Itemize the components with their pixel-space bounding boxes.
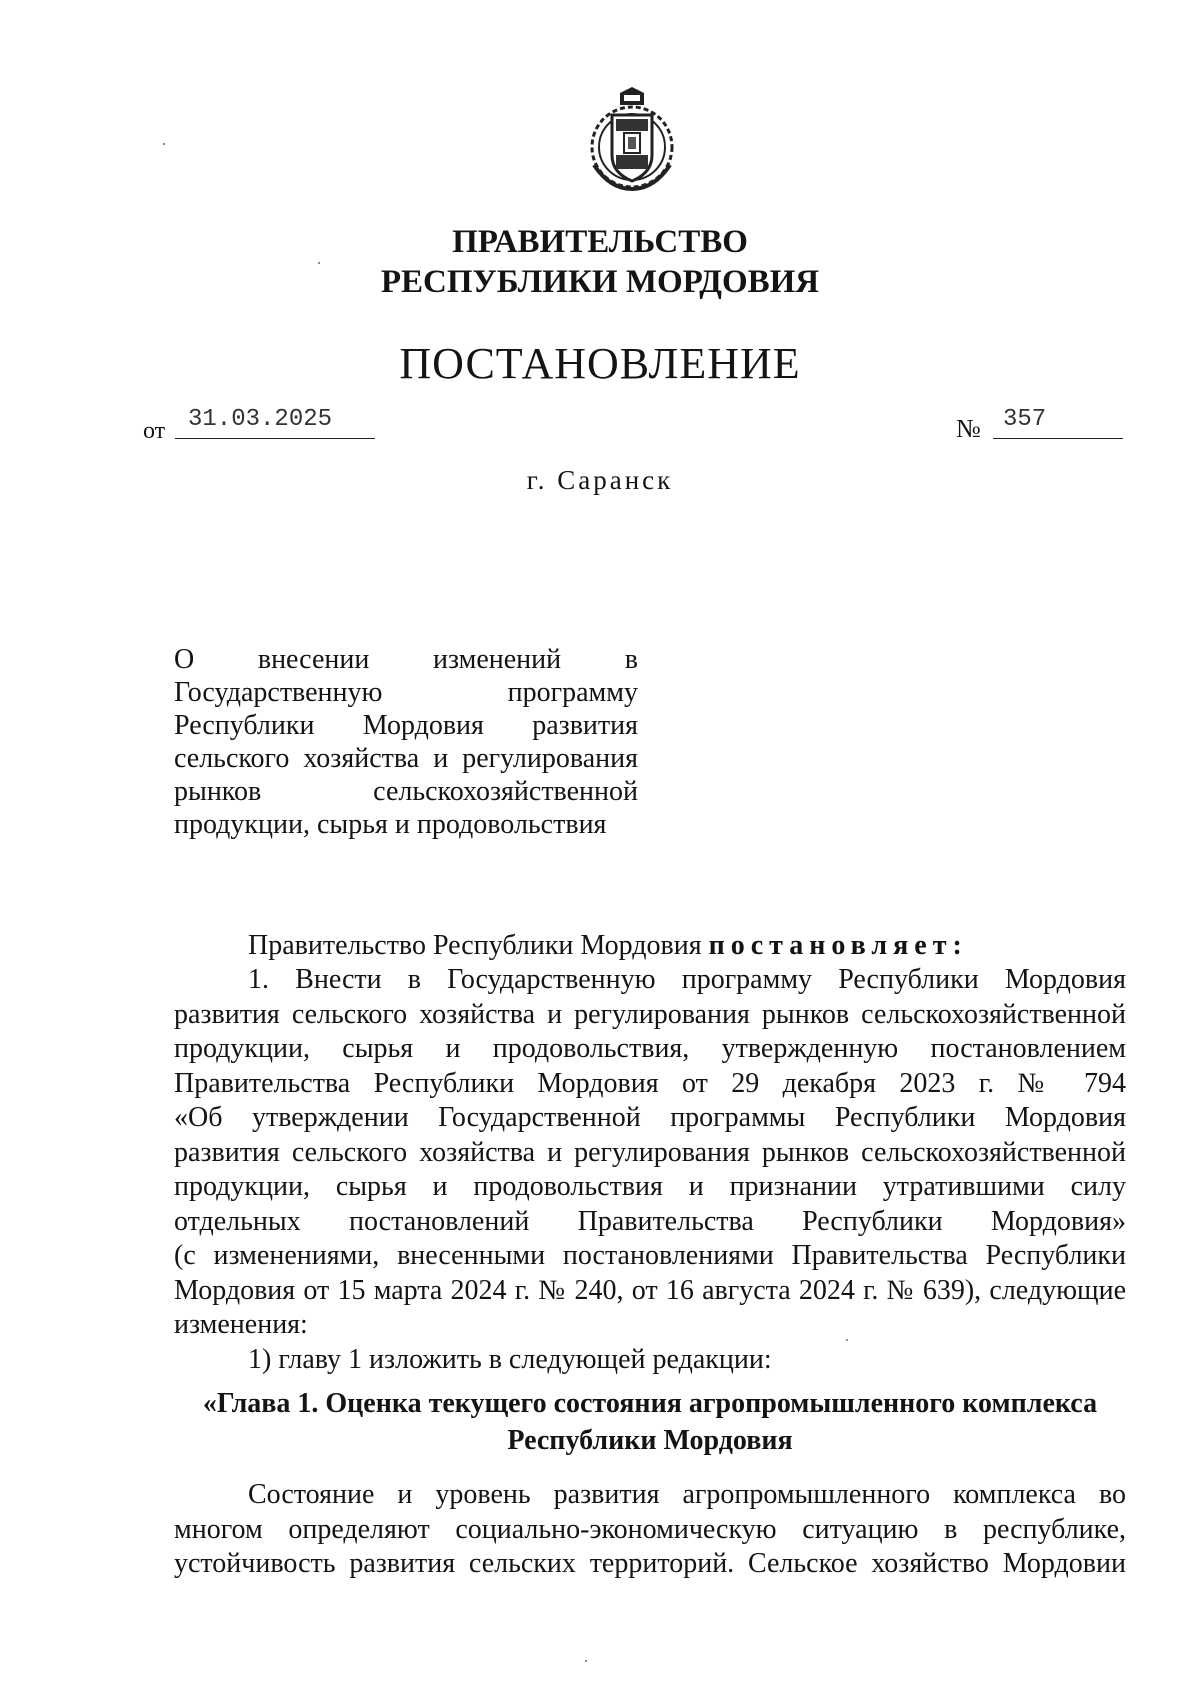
body-line: Мордовия от 15 марта 2024 г. № 240, от 16 августа 2024 г. № 639), следующие (174, 1274, 1126, 1306)
chapter-body-line: Состояние и уровень развития агропромышленного комплекса во (248, 1479, 1126, 1510)
city: г. Саранск (526, 465, 674, 495)
body-text (174, 963, 1126, 1377)
chapter-body-text (174, 1478, 1126, 1582)
document-number: 357 (1003, 406, 1047, 433)
scan-speck (163, 143, 165, 145)
chapter-title-line2: Республики Мордовия (507, 1425, 793, 1456)
document-subject (174, 643, 638, 841)
decree-intro-text: Правительство Республики Мордовия (248, 930, 702, 961)
decree-verb: постановляет: (708, 930, 968, 961)
decree-intro (248, 930, 968, 962)
body-line: развития сельского хозяйства и регулирования рынков сельскохозяйственной (174, 1136, 1126, 1168)
body-line: (с изменениями, внесенными постановлениями Правительства Республики (174, 1240, 1126, 1271)
date-label: от (143, 418, 166, 444)
chapter-body-line: многом определяют социально-экономическую ситуацию в республике, (174, 1513, 1126, 1545)
body-line: «Об утверждении Государственной программы Республики Мордовия (174, 1102, 1126, 1133)
body-line: продукции, сырья и продовольствия и признании утратившими силу (174, 1171, 1126, 1202)
body-line: 1. Внести в Государственную программу Республики Мордовия (248, 964, 1126, 995)
org-name-line2: РЕСПУБЛИКИ МОРДОВИЯ (380, 264, 820, 300)
body-line: 1) главу 1 изложить в следующей редакции: (248, 1343, 772, 1375)
chapter-title-line1: «Глава 1. Оценка текущего состояния агропромышленного комплекса (202, 1388, 1098, 1419)
body-line: продукции, сырья и продовольствия, утвержденную постановлением (174, 1033, 1126, 1064)
subject-line: сельского хозяйства и регулирования (174, 743, 638, 774)
coat-of-arms-emblem (580, 85, 685, 195)
scan-speck (318, 262, 320, 264)
scan-speck (585, 1660, 587, 1662)
document-date: 31.03.2025 (188, 406, 333, 433)
subject-line: О внесении изменений в (174, 644, 638, 675)
body-line: изменения: (174, 1309, 308, 1340)
chapter-body-line: устойчивость развития сельских территорий. Сельское хозяйство Мордовии (174, 1548, 1126, 1579)
subject-line: Республики Мордовия развития (174, 710, 638, 741)
body-line: Правительства Республики Мордовия от 29 декабря 2023 г. № 794 (174, 1067, 1126, 1099)
subject-line: рынков сельскохозяйственной (174, 776, 638, 807)
subject-line: Государственную программу (174, 677, 638, 708)
scan-speck (846, 1339, 848, 1341)
number-label: № (956, 414, 981, 443)
org-name-line1: ПРАВИТЕЛЬСТВО (452, 224, 748, 260)
body-line: отдельных постановлений Правительства Республики Мордовия» (174, 1205, 1126, 1237)
body-line: развития сельского хозяйства и регулирования рынков сельскохозяйственной (174, 998, 1126, 1030)
subject-line: продукции, сырья и продовольствия (174, 809, 607, 840)
document-type: ПОСТАНОВЛЕНИЕ (399, 339, 801, 388)
